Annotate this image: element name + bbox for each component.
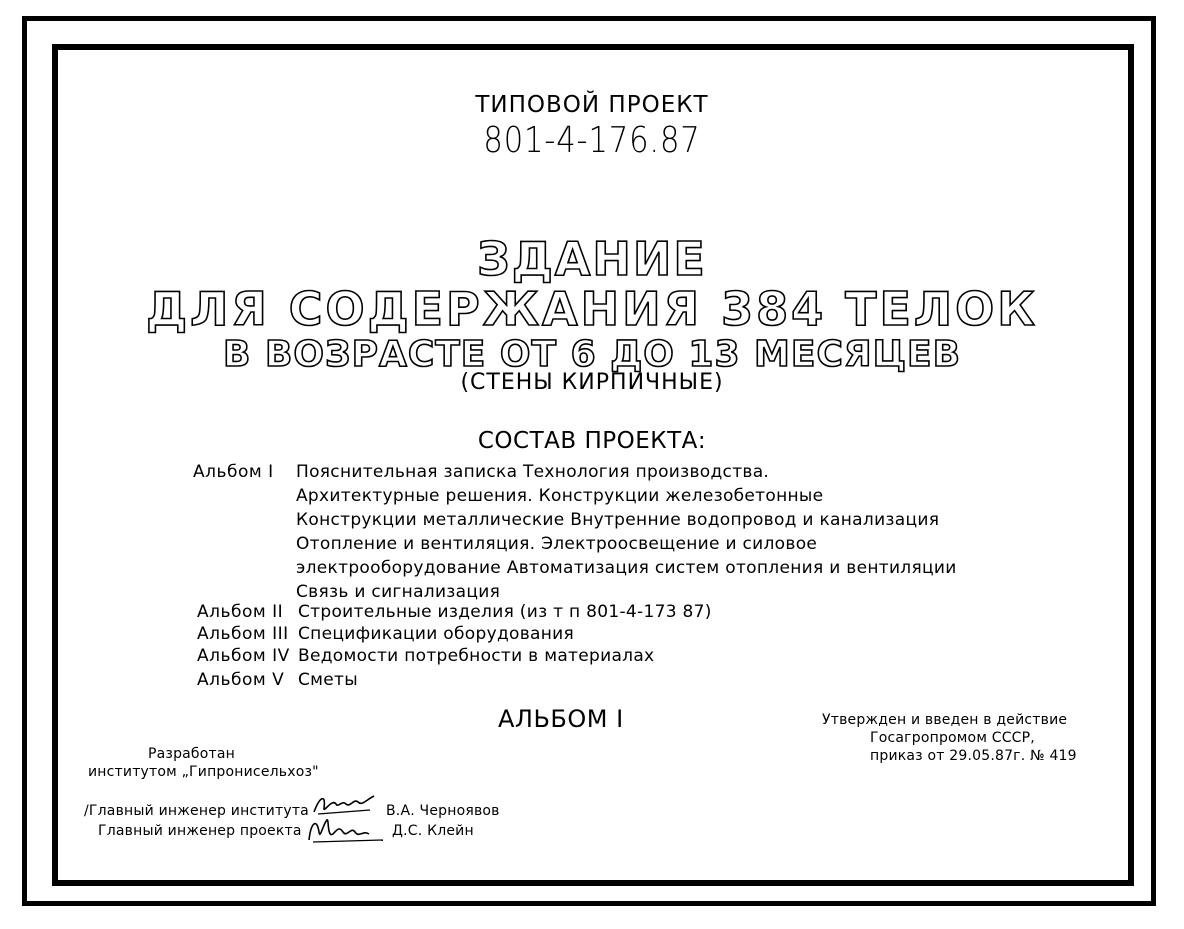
album-4-line-1: Ведомости потребности в материалах bbox=[298, 646, 655, 666]
approval-line-3: приказ от 29.05.87г. № 419 bbox=[870, 748, 1077, 764]
developer-line-1: Разработан bbox=[148, 746, 236, 762]
chief-engineer-institute-name: В.А. Черноявов bbox=[386, 803, 500, 819]
title-line-3: В ВОЗРАСТЕ ОТ 6 ДО 13 МЕСЯЦЕВ bbox=[222, 334, 962, 375]
album-1-line-1: Пояснительная записка Технология производства. bbox=[296, 462, 770, 482]
album-5-line-1: Сметы bbox=[298, 670, 358, 690]
developer-line-2: институтом „Гипронисельхоз" bbox=[88, 764, 319, 780]
chief-engineer-project-role: Главный инженер проекта bbox=[98, 823, 302, 839]
album-1-line-6: Связь и сигнализация bbox=[296, 582, 501, 602]
album-5-label: Альбом V bbox=[197, 670, 285, 690]
current-album: АЛЬБОМ I bbox=[498, 705, 624, 733]
album-2-label: Альбом II bbox=[197, 602, 284, 622]
project-number: 801-4-176.87 bbox=[483, 120, 701, 161]
approval-line-1: Утвержден и введен в действие bbox=[822, 712, 1068, 728]
chief-engineer-institute-role: /Главный инженер института bbox=[84, 803, 309, 819]
album-1-line-5: электрооборудование Автоматизация систем отопления и вентиляции bbox=[296, 558, 957, 578]
title-line-4: (СТЕНЫ КИРПИЧНЫЕ) bbox=[460, 370, 724, 395]
album-1-line-3: Конструкции металлические Внутренние водопровод и канализация bbox=[296, 510, 940, 530]
album-1-label: Альбом I bbox=[193, 462, 274, 482]
title-line-1: ЗДАНИЕ bbox=[477, 232, 707, 286]
title-line-2: ДЛЯ СОДЕРЖАНИЯ 384 ТЕЛОК bbox=[146, 282, 1038, 336]
album-1-line-2: Архитектурные решения. Конструкции железобетонные bbox=[296, 486, 824, 506]
album-4-label: Альбом IV bbox=[197, 646, 290, 666]
composition-heading: СОСТАВ ПРОЕКТА: bbox=[477, 428, 707, 454]
album-2-line-1: Строительные изделия (из т п 801-4-173 87) bbox=[298, 602, 712, 622]
album-3-line-1: Спецификации оборудования bbox=[298, 624, 575, 644]
album-1-line-4: Отопление и вентиляция. Электроосвещение и силовое bbox=[296, 534, 818, 554]
approval-line-2: Госагропромом СССР, bbox=[870, 730, 1035, 746]
album-3-label: Альбом III bbox=[197, 624, 289, 644]
chief-engineer-project-name: Д.С. Клейн bbox=[392, 823, 474, 839]
signature-klein-icon bbox=[303, 812, 387, 846]
typical-project-label: ТИПОВОЙ ПРОЕКТ bbox=[475, 92, 709, 118]
